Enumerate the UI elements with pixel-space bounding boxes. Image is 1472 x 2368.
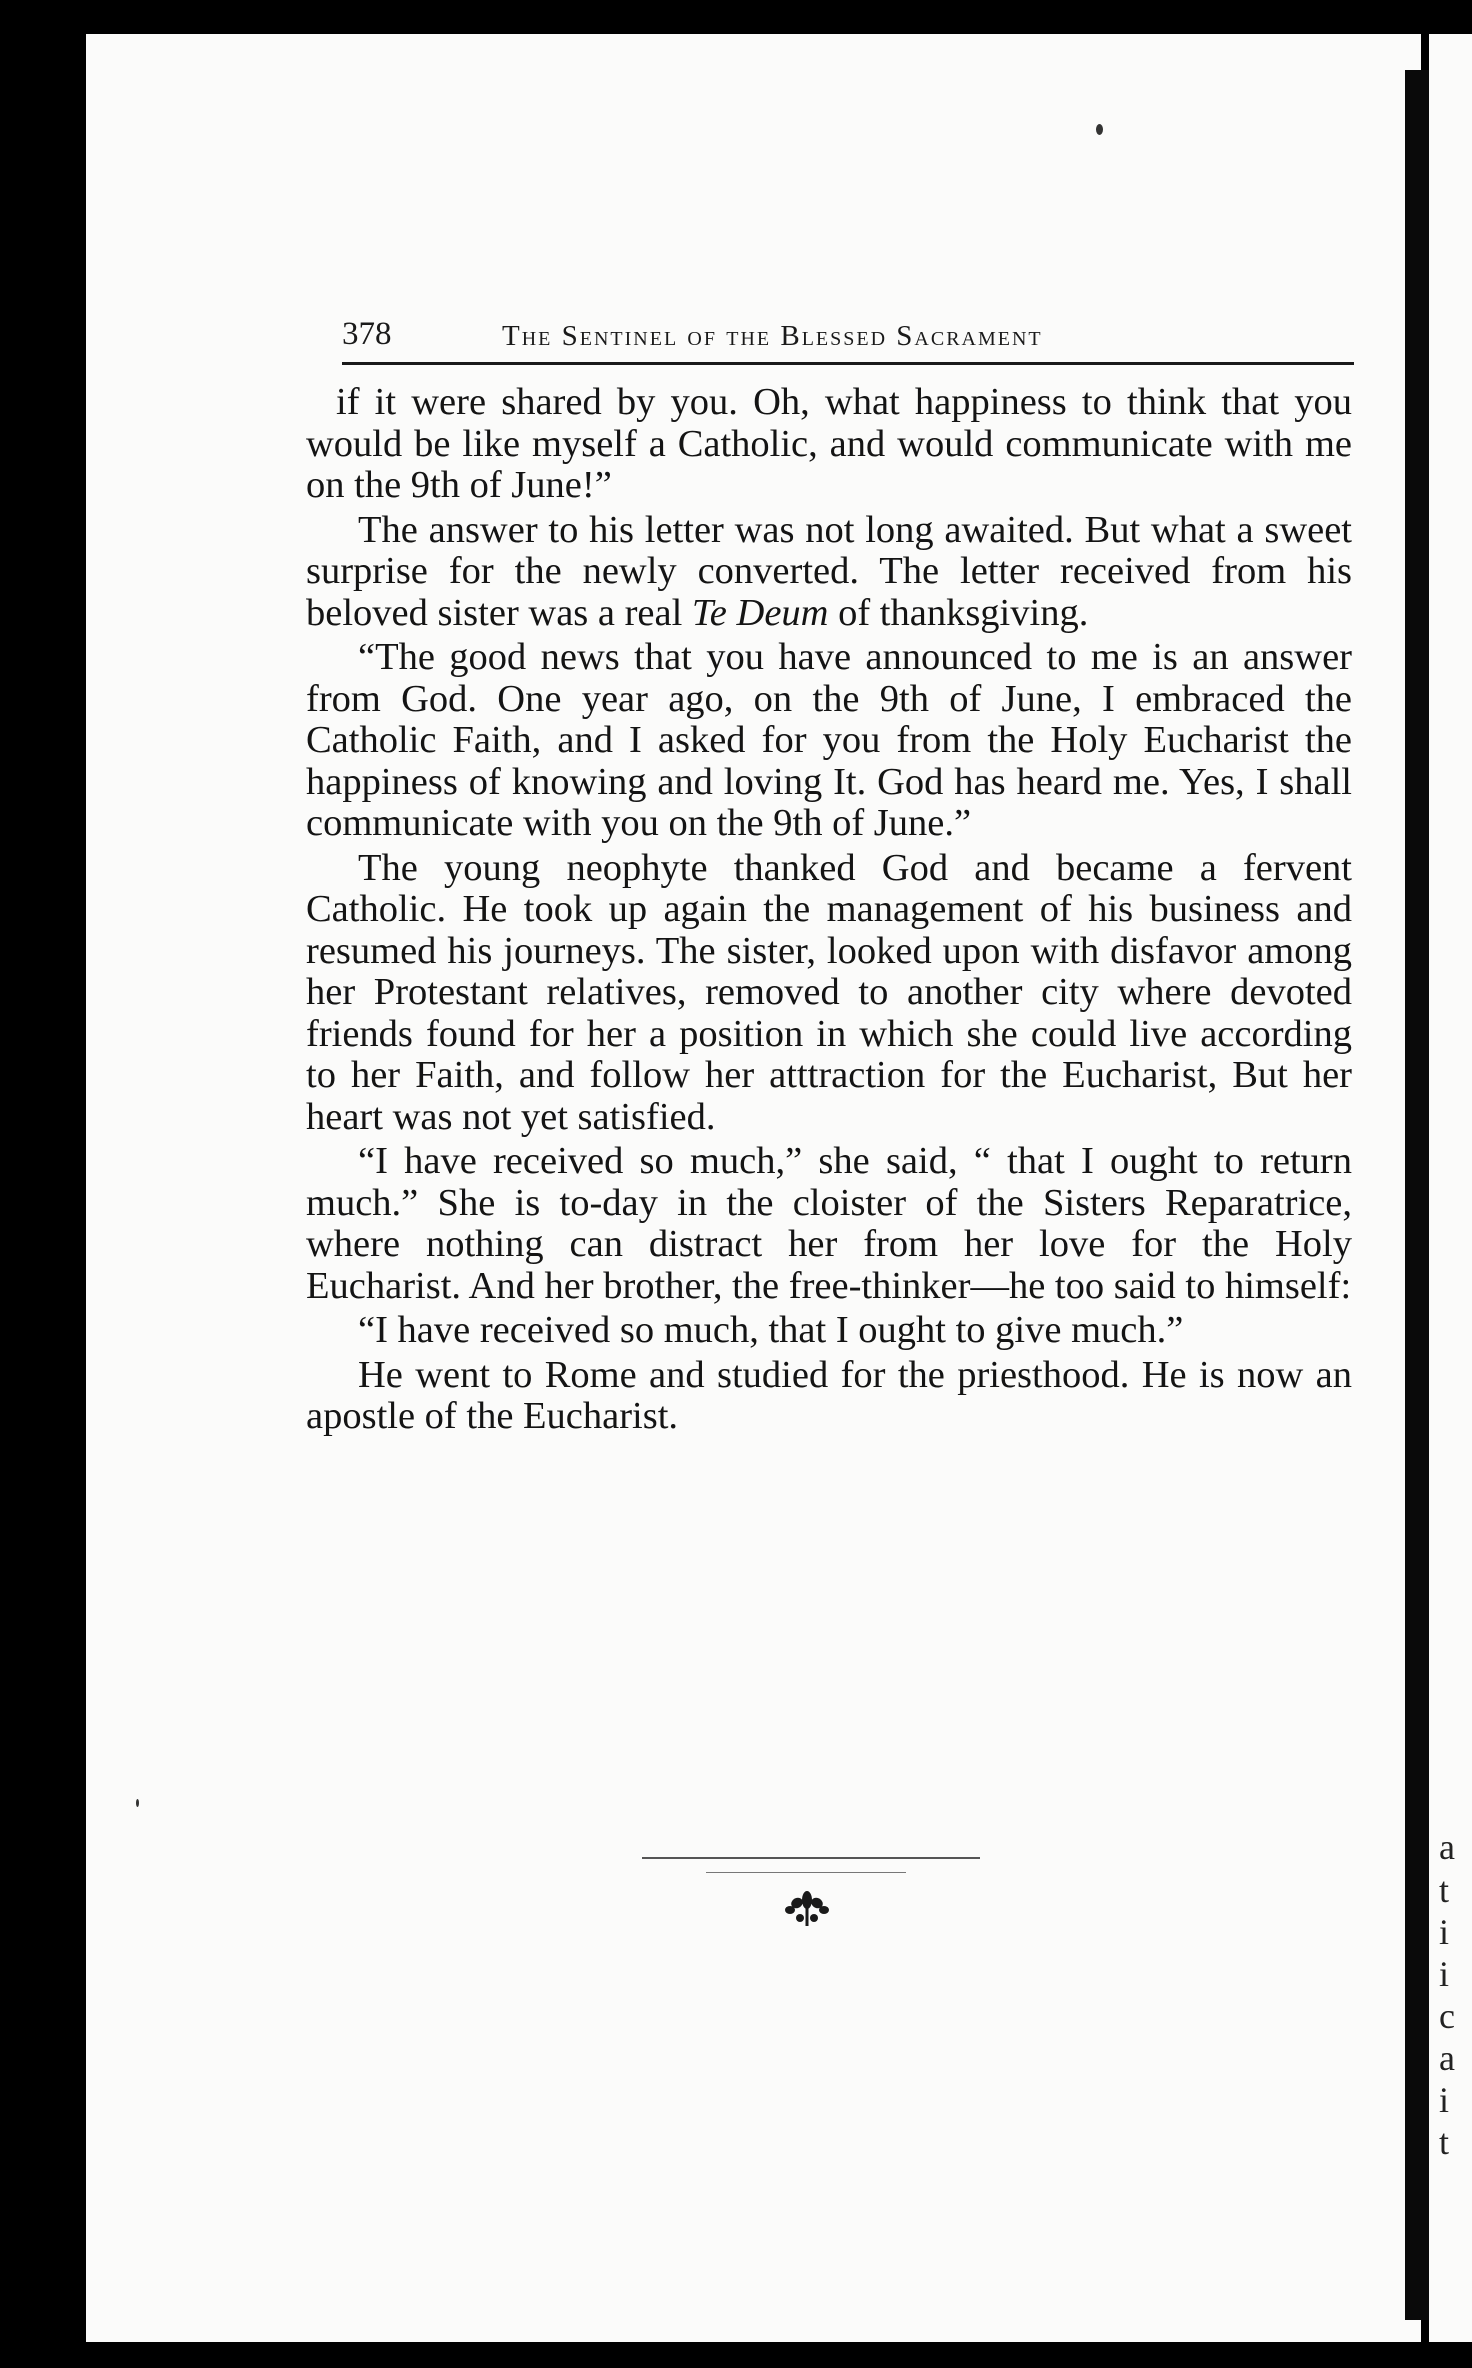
- next-page-fragment: i: [1439, 2080, 1450, 2120]
- next-page-fragment: c: [1439, 1996, 1455, 2036]
- scan-speck: [136, 1799, 139, 1807]
- next-page-edge: [1429, 34, 1472, 2342]
- paragraph-7: He went to Rome and studied for the priesthood. He is now an apostle of the Eucharist.: [306, 1353, 1352, 1437]
- page-number: 378: [342, 316, 392, 352]
- next-page-fragment: t: [1439, 2122, 1450, 2162]
- te-deum-italic: Te Deum: [691, 591, 829, 634]
- fleuron-icon: [780, 1888, 834, 1928]
- running-head: The Sentinel of the Blessed Sacrament: [502, 320, 1043, 352]
- end-rule-top: [642, 1857, 980, 1859]
- next-page-fragment: i: [1439, 1912, 1450, 1952]
- book-page: [86, 34, 1421, 2342]
- paragraph-2-end: of thanksgiving.: [828, 591, 1089, 634]
- paragraph-1: if it were shared by you. Oh, what happiness to think that you would be like myself a Catholic, and would communicate with me on the 9th of June!”: [306, 381, 1352, 506]
- next-page-fragment: i: [1439, 1954, 1450, 1994]
- paragraph-6: “I have received so much, that I ought to give much.”: [358, 1309, 1184, 1351]
- page-header: [342, 306, 1354, 365]
- next-page-fragment: a: [1439, 2038, 1455, 2078]
- paragraph-3: “The good news that you have announced to me is an answer from God. One year ago, on the 9th of June, I embraced the Catholic Faith, and I asked for you from the Holy Eucharist the happiness of knowing and loving It. God has heard me. Yes, I shall communicate with you on the 9th of June.”: [306, 636, 1352, 844]
- paragraph-2-text: The answer to his letter was not long awaited. But what a sweet surprise for the newly converted. The letter received from his beloved sister was a real: [306, 508, 1352, 634]
- end-rule-bottom: [706, 1872, 906, 1873]
- paragraph-2: [306, 510, 1352, 635]
- next-page-fragment: a: [1439, 1827, 1455, 1867]
- next-page-fragment: t: [1439, 1870, 1450, 1910]
- paragraph-5: “I have received so much,” she said, “ that I ought to return much.” She is to-day in the cloister of the Sisters Reparatrice, where nothing can distract her from her love for the Holy Eucharist. And her brother, the free-thinker—he too said to himself:: [306, 1140, 1352, 1307]
- scan-speck: [1096, 124, 1103, 135]
- page-gutter-shadow: [1405, 70, 1429, 2320]
- body-text: [306, 382, 1352, 1441]
- paragraph-4: The young neophyte thanked God and became a fervent Catholic. He took up again the management of his business and resumed his journeys. The sister, looked upon with disfavor among her Protestant relatives, removed to another city where devoted friends found for her a position in which she could live according to her Faith, and follow her atttraction for the Eucharist, But her heart was not yet satisfied.: [306, 846, 1352, 1138]
